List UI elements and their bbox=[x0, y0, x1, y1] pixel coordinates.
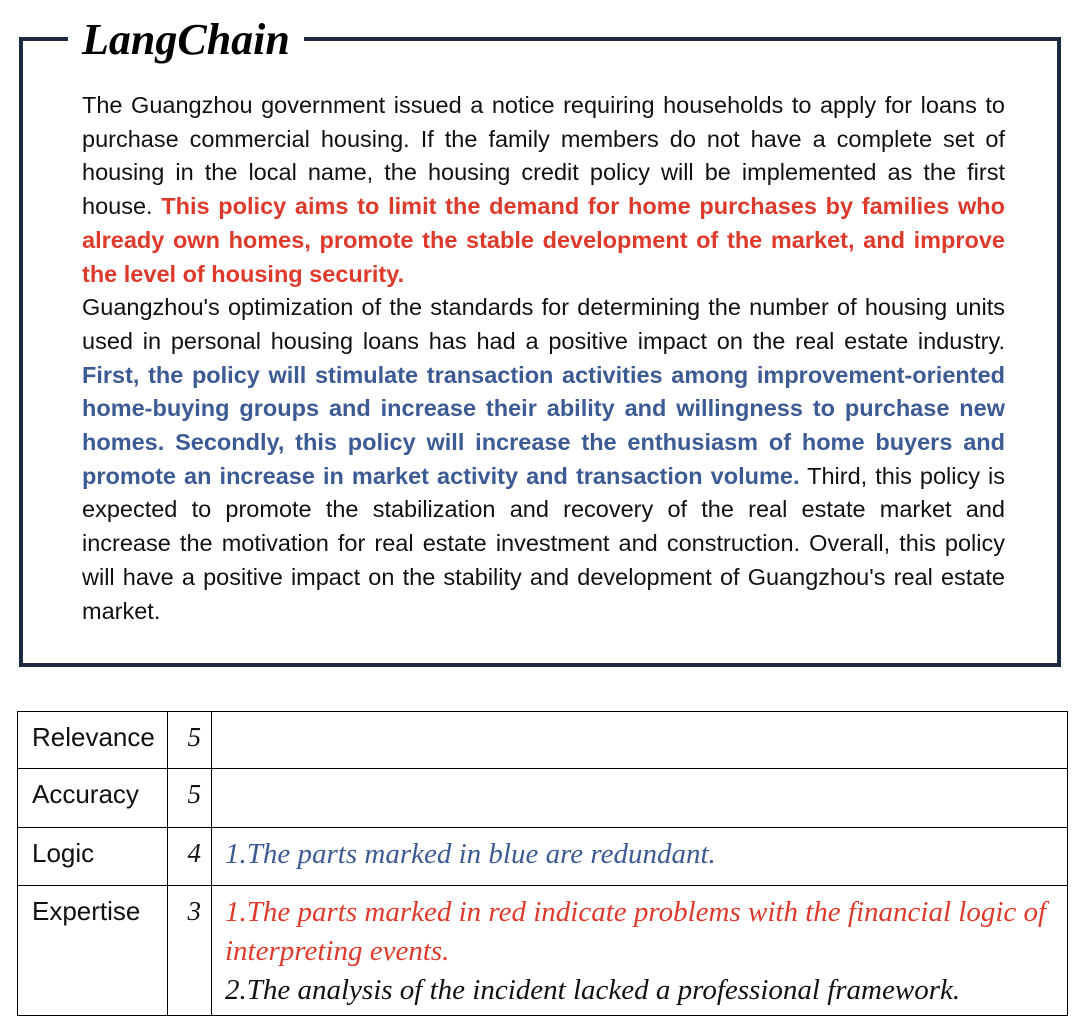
answer-text bbox=[82, 89, 1005, 628]
paragraph-2-text-start: Guangzhou's optimization of the standards for determining the number of housing units used in personal housing loans has had a positive impact on the real estate industry. bbox=[82, 294, 1005, 354]
metric-score: 3 bbox=[168, 886, 212, 1016]
answer-paragraph-2 bbox=[82, 291, 1005, 628]
table-row bbox=[18, 828, 1068, 886]
metric-comment bbox=[212, 769, 1068, 828]
table-row bbox=[18, 769, 1068, 828]
table-row bbox=[18, 712, 1068, 769]
metric-comment bbox=[212, 712, 1068, 769]
blue-highlight-text: First, the policy will stimulate transaction activities among improvement-oriented home-buying groups and increase their ability and willingness to purchase new homes. Secondly, this policy will increase the enthusiasm of home buyers and promote an increase in market activity and transaction volume. bbox=[82, 361, 1005, 489]
metric-score: 5 bbox=[168, 712, 212, 769]
metric-label: Accuracy bbox=[18, 769, 168, 828]
paragraph-1-text: The Guangzhou government issued a notice requiring households to apply for loans to purchase commercial housing. If the family members do not have a complete set of housing in the local name, the housing credit policy will be implemented as the first house. bbox=[82, 92, 1005, 220]
metric-label: Logic bbox=[18, 828, 168, 886]
metric-label: Relevance bbox=[18, 712, 168, 769]
panel-title: LangChain bbox=[68, 12, 304, 68]
red-highlight-text: This policy aims to limit the demand for home purchases by families who already own homes, promote the stable development of the market, and improve the level of housing security. bbox=[82, 193, 1005, 287]
metric-score: 5 bbox=[168, 769, 212, 828]
answer-paragraph-1 bbox=[82, 89, 1005, 291]
logic-comment: 1.The parts marked in blue are redundant. bbox=[225, 838, 716, 870]
expertise-comment-black: 2.The analysis of the incident lacked a professional framework. bbox=[225, 974, 961, 1006]
paragraph-2-text-end: Third, this policy is expected to promote the stabilization and recovery of the real estate market and increase the motivation for real estate investment and construction. Overall, this policy will have a positive impact on the stability and development of Guangzhou's real estate market. bbox=[82, 462, 1005, 624]
metric-score: 4 bbox=[168, 828, 212, 886]
table-row bbox=[18, 886, 1068, 1016]
metric-comment bbox=[212, 828, 1068, 886]
evaluation-table bbox=[17, 711, 1068, 1016]
metric-label: Expertise bbox=[18, 886, 168, 1016]
metric-comment bbox=[212, 886, 1068, 1016]
expertise-comment-red: 1.The parts marked in red indicate problems with the financial logic of interpreting events. bbox=[225, 896, 1047, 967]
